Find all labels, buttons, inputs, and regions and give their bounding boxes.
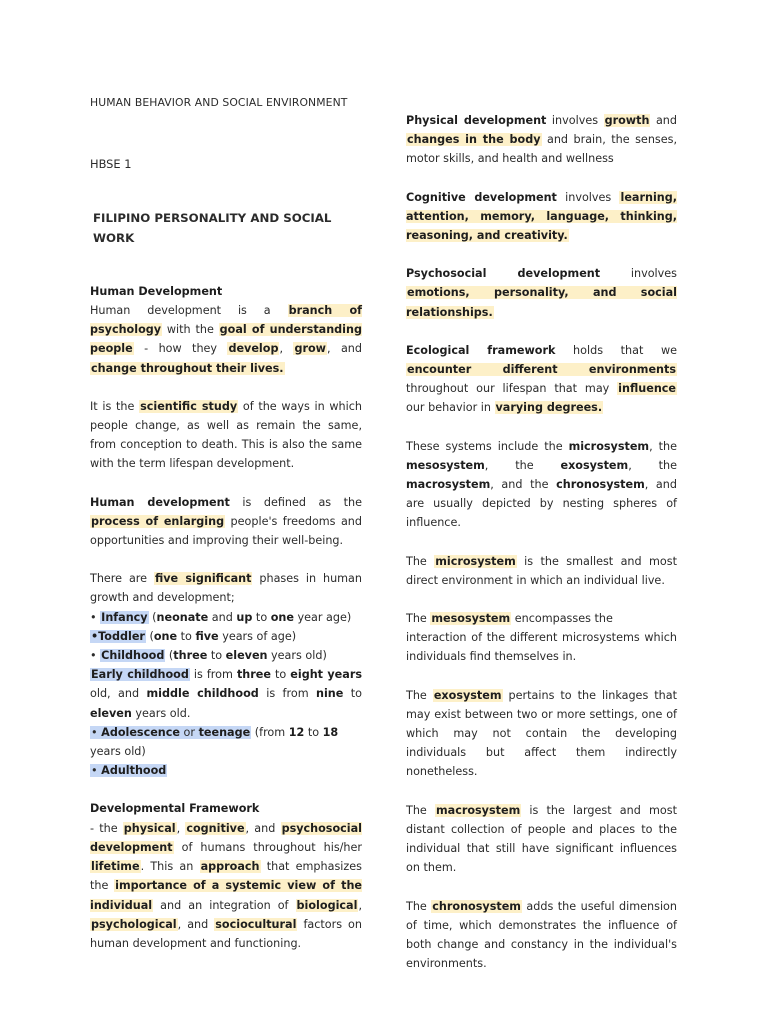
exosystem-paragraph: The exosystem pertains to the linkages that may exist between two or more settings, one of which may not contain the developing individuals but affect them indirectly nonetheless. (406, 688, 677, 779)
mesosystem-paragraph: interaction of the different microsystems which individuals find themselves in. (406, 631, 677, 664)
course-code: HBSE 1 (90, 157, 132, 172)
chronosystem-paragraph: The chronosystem adds the useful dimension of time, which demonstrates the influence of both change and constancy in the individual's environments. (406, 899, 677, 971)
psychosocial-development-paragraph: Psychosocial development involves emotions, personality, and social relationships. (406, 267, 677, 319)
developmental-framework-heading: Developmental Framework (90, 802, 260, 816)
microsystem-paragraph: The microsystem is the smallest and most direct environment in which an individual live. (406, 554, 677, 587)
list-item-infancy: • Infancy (neonate and up to one year age) (90, 610, 352, 624)
scientific-study-paragraph: It is the scientific study of the ways in which people change, as well as remain the same, from conception to death. This is also the same with the term lifespan development. (90, 399, 363, 471)
human-development-paragraph: Human development is a branch of psychology with the goal of understanding people - how they develop, grow, and change throughout their lives. (90, 304, 362, 375)
section-title: FILIPINO PERSONALITY AND SOCIAL WORK (93, 211, 332, 245)
definition-paragraph: Human development is defined as the process of enlarging people's freedoms and opportunities and improving their well-being. (90, 495, 362, 548)
phases-intro: There are five significant phases in human growth and development; (90, 572, 363, 605)
list-item-early-childhood: Early childhood is from three to eight years old, and middle childhood is from nine to eleven years old. (90, 668, 362, 720)
list-item-adolescence: • Adolescence or teenage (from 12 to 18 years old) (90, 725, 339, 759)
list-item-toddler: •Toddler (one to five years of age) (91, 629, 297, 643)
right-column (406, 111, 677, 973)
list-item-childhood: • Childhood (three to eleven years old) (90, 649, 327, 663)
left-column (90, 93, 362, 953)
systems-paragraph: These systems include the microsystem, the mesosystem, the exosystem, the macrosystem, and the chronosystem, and are usually depicted by nesting spheres of influence. (406, 439, 677, 530)
mesosystem-paragraph-line: The mesosystem encompasses the (406, 612, 613, 626)
cognitive-development-paragraph: Cognitive development involves learning, attention, memory, language, thinking, reasoning, and creativity. (406, 190, 677, 243)
ecological-framework-paragraph: Ecological framework holds that we encounter different environments throughout our lifespan that may influence our behavior in varying degrees. (406, 343, 677, 415)
macrosystem-paragraph: The macrosystem is the largest and most distant collection of people and places to the individual that still have significant influences on them. (406, 803, 677, 875)
developmental-framework-paragraph: - the physical, cognitive, and psychosocial development of humans throughout his/her lifetime. This an approach that emphasizes the importance of a systemic view of the individual and an integration of biological, psychological, and sociocultural factors on human development and functioning. (90, 821, 362, 950)
human-development-heading: Human Development (90, 284, 223, 298)
list-item-adulthood: • Adulthood (91, 764, 167, 778)
physical-development-paragraph: Physical development involves growth and changes in the body and brain, the senses, motor skills, and health and wellness (406, 114, 678, 166)
document-header: HUMAN BEHAVIOR AND SOCIAL ENVIRONMENT (90, 96, 348, 109)
